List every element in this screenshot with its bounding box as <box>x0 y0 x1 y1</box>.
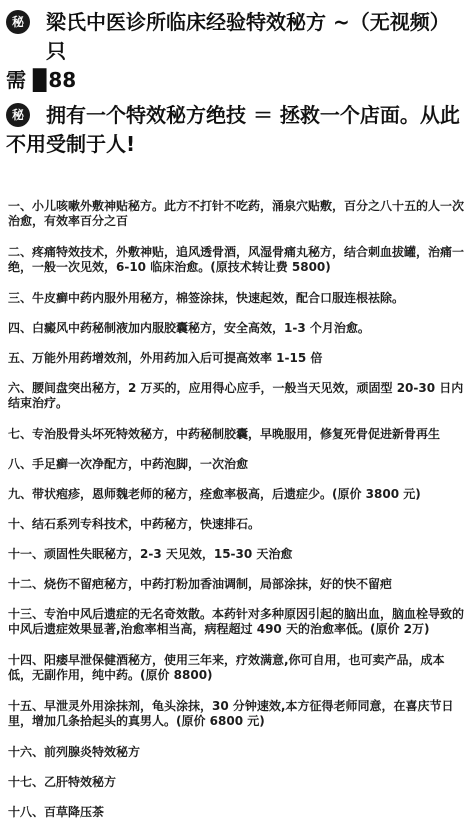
list-item: 七、专治股骨头坏死特效秘方，中药秘制胶囊，早晚服用，修复死骨促进新骨再生 <box>8 427 441 441</box>
list-item: 十六、前列腺炎特效秘方 <box>8 745 141 759</box>
headline-1-text: 梁氏中医诊所临床经验特效秘方 ~（无视频）只 <box>46 10 450 63</box>
headline-2 <box>6 101 466 159</box>
list-item: 六、腰间盘突出秘方，2 万买的，应用得心应手，一般当天见效，顽固型 20-30 日内结束治疗。 <box>8 381 464 410</box>
list-item: 八、手足癣一次净配方，中药泡脚，一次治愈 <box>8 457 249 471</box>
list-item: 十七、乙肝特效秘方 <box>8 775 117 789</box>
headline-2-continuation: 不用受制于人! <box>6 132 136 156</box>
list-item: 十五、早泄灵外用涂抹剂，龟头涂抹，30 分钟速效,本方征得老师同意，在喜庆节日里，增加几条拾起头的真男人。(原价 6800 元) <box>8 699 454 728</box>
list-item: 十、结石系列专科技术，中药秘方，快速排石。 <box>8 517 261 531</box>
secret-badge-icon: 秘 <box>6 10 30 34</box>
list-item: 四、白癜风中药秘制液加内服胶囊秘方，安全高效，1-3 个月治愈。 <box>8 321 370 335</box>
list-item: 十三、专治中风后遗症的无名奇效散。本药针对多种原因引起的脑出血，脑血栓导致的中风后遗症效果显著,治愈率相当高，病程超过 490 天的治愈率低。(原价 2万) <box>8 607 465 636</box>
list-item: 十八、百草降压茶 <box>8 805 105 819</box>
list-item: 二、疼痛特效技术，外敷神贴，追风透骨酒，风湿骨痛丸秘方，结合刺血拔罐，治痛一绝，一般一次见效，6-10 临床治愈。(原技术转让费 5800) <box>8 245 465 274</box>
headline-1 <box>6 8 466 95</box>
headline-2-text: 拥有一个特效秘方绝技 ＝ 拯救一个店面。从此 <box>46 103 460 127</box>
list-item: 三、牛皮癣中药内服外用秘方，棉签涂抹，快速起效，配合口服连根祛除。 <box>8 291 405 305</box>
headline-1-continuation: 需 ▉88 <box>6 68 77 92</box>
remedy-list <box>6 199 466 820</box>
list-item: 五、万能外用药增效剂，外用药加入后可提高效率 1-15 倍 <box>8 351 323 365</box>
list-item: 九、带状疱疹，恩师魏老师的秘方，痊愈率极高，后遗症少。(原价 3800 元) <box>8 487 421 501</box>
list-item: 一、小儿咳嗽外敷神贴秘方。此方不打针不吃药，涌泉穴贴敷，百分之八十五的人一次治愈，有效率百分之百 <box>8 199 465 228</box>
list-item: 十四、阳痿早泄保健酒秘方，使用三年来，疗效满意,你可自用，也可卖产品，成本低，无副作用，纯中药。(原价 8800) <box>8 653 445 682</box>
secret-badge-icon: 秘 <box>6 103 30 127</box>
list-item: 十二、烧伤不留疤秘方，中药打粉加香油调制，局部涂抹，好的快不留疤 <box>8 577 393 591</box>
list-item: 十一、顽固性失眠秘方，2-3 天见效，15-30 天治愈 <box>8 547 293 561</box>
